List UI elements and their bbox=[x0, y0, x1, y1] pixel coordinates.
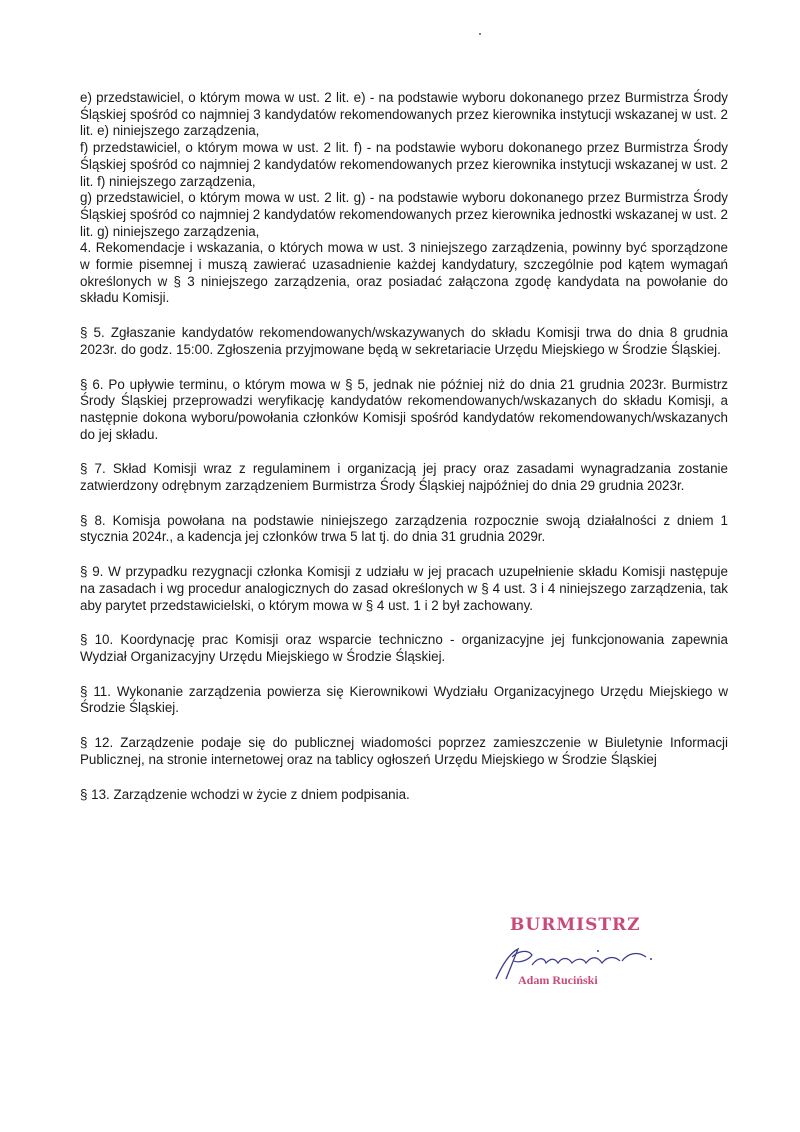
item-e: e) przedstawiciel, o którym mowa w ust. 2 lit. e) - na podstawie wyboru dokonanego przez Burmistrza Środy Śląskiej spośród co najmniej 3 kandydatów rekomendowanych przez kierownika instytucji wskazanej w ust. 2 lit. e) niniejszego zarządzenia, bbox=[80, 90, 728, 139]
document-body bbox=[80, 90, 728, 821]
paragraph-7 bbox=[80, 461, 728, 494]
section-number: § 10. bbox=[80, 632, 114, 648]
stamp-title: BURMISTRZ bbox=[510, 915, 641, 935]
paragraph-5 bbox=[80, 325, 728, 358]
item-f: f) przedstawiciel, o którym mowa w ust. 2 lit. f) - na podstawie wyboru dokonanego przez Burmistrza Środy Śląskiej spośród co najmniej 2 kandydatów rekomendowanych przez kierownika instytucji wskazanej w ust. 2 lit. f) niniejszego zarządzenia, bbox=[80, 140, 728, 189]
paragraph-6 bbox=[80, 377, 728, 444]
paragraph-11 bbox=[80, 684, 728, 717]
paragraph-text: Po upływie terminu, o którym mowa w § 5, jednak nie później niż do dnia 21 grudnia 2023r. Burmistrz Środy Śląskiej przeprowadzi weryfikację kandydatów rekomendowanych/wskazanych do składu Komisji, a następnie dokona wyboru/powołania członków Komisji spośród kandydatów rekomendowanych/wskazanych do jej składu. bbox=[80, 376, 728, 442]
paragraph-text: Skład Komisji wraz z regulaminem i organizacją jej pracy oraz zasadami wynagradzania zostanie zatwierdzony odrębnym zarządzeniem Burmistrza Środy Śląskiej najpóźniej do dnia 29 grudnia 2023r. bbox=[80, 461, 728, 494]
section-number: § 13. bbox=[80, 786, 110, 802]
item-4: 4. Rekomendacje i wskazania, o których mowa w ust. 3 niniejszego zarządzenia, powinny być sporządzone w formie pisemnej i muszą zawierać uzasadnienie każdej kandydatury, szczególnie pod kątem wymagań określonych w § 3 niniejszego zarządzenia, oraz posiadać załączona zgodę kandydata na powołanie do składu Komisji. bbox=[80, 240, 728, 306]
item-g: g) przedstawiciel, o którym mowa w ust. 2 lit. g) - na podstawie wyboru dokonanego przez Burmistrza Środy Śląskiej spośród co najmniej 2 kandydatów rekomendowanych przez kierownika jednostki wskazanej w ust. 2 lit. g) niniejszego zarządzenia, bbox=[80, 190, 728, 239]
paragraph-text: Koordynację prac Komisji oraz wsparcie techniczno - organizacyjne jej funkcjonowania zapewnia Wydział Organizacyjny Urzędu Miejskiego w Środzie Śląskiej. bbox=[80, 632, 728, 664]
paragraph-9 bbox=[80, 564, 728, 614]
paragraph-text: Wykonanie zarządzenia powierza się Kierownikowi Wydziału Organizacyjnego Urzędu Miejskiego w Środzie Śląskiej. bbox=[80, 683, 728, 716]
section-number: § 9. bbox=[80, 564, 104, 580]
paragraph-text: Zarządzenie podaje się do publicznej wiadomości poprzez zamieszczenie w Biuletynie Informacji Publicznej, na stronie internetowej oraz na tablicy ogłoszeń Urzędu Miejskiego w Środzie Śląskiej bbox=[80, 735, 728, 767]
paragraph-text: Komisja powołana na podstawie niniejszego zarządzenia rozpocznie swoją działalności z dniem 1 stycznia 2024r., a kadencja jej członków trwa 5 lat tj. do dnia 31 grudnia 2029r. bbox=[80, 512, 728, 545]
section-number: § 12. bbox=[80, 735, 114, 751]
section-number: § 5. bbox=[80, 325, 105, 341]
paragraph-text: W przypadku rezygnacji członka Komisji z udziału w jej pracach uzupełnienie składu Komisji następuje na zasadach i wg procedur analogicznych do zasad określonych w § 4 ust. 3 i 4 niniejszego zarządzenia, tak aby parytet przedstawicielski, o którym mowa w § 4 ust. 1 i 2 był zachowany. bbox=[80, 564, 728, 613]
speck bbox=[479, 33, 481, 35]
stamp-name: Adam Ruciński bbox=[518, 973, 598, 987]
paragraph-10 bbox=[80, 632, 728, 665]
section-number: § 8. bbox=[80, 512, 106, 528]
paragraph-13 bbox=[80, 787, 728, 804]
section-number: § 11. bbox=[80, 683, 111, 699]
signature-stamp bbox=[488, 915, 688, 995]
section-number: § 7. bbox=[80, 461, 106, 477]
paragraph-12 bbox=[80, 735, 728, 768]
paragraph-text: Zgłaszanie kandydatów rekomendowanych/wskazywanych do składu Komisji trwa do dnia 8 grudnia 2023r. do godz. 15:00. Zgłoszenia przyjmowane będą w sekretariacie Urzędu Miejskiego w Środzie Śląskiej. bbox=[80, 325, 728, 357]
paragraph-text: Zarządzenie wchodzi w życie z dniem podpisania. bbox=[109, 786, 410, 802]
paragraph-8 bbox=[80, 513, 728, 546]
section-number: § 6. bbox=[80, 376, 104, 392]
